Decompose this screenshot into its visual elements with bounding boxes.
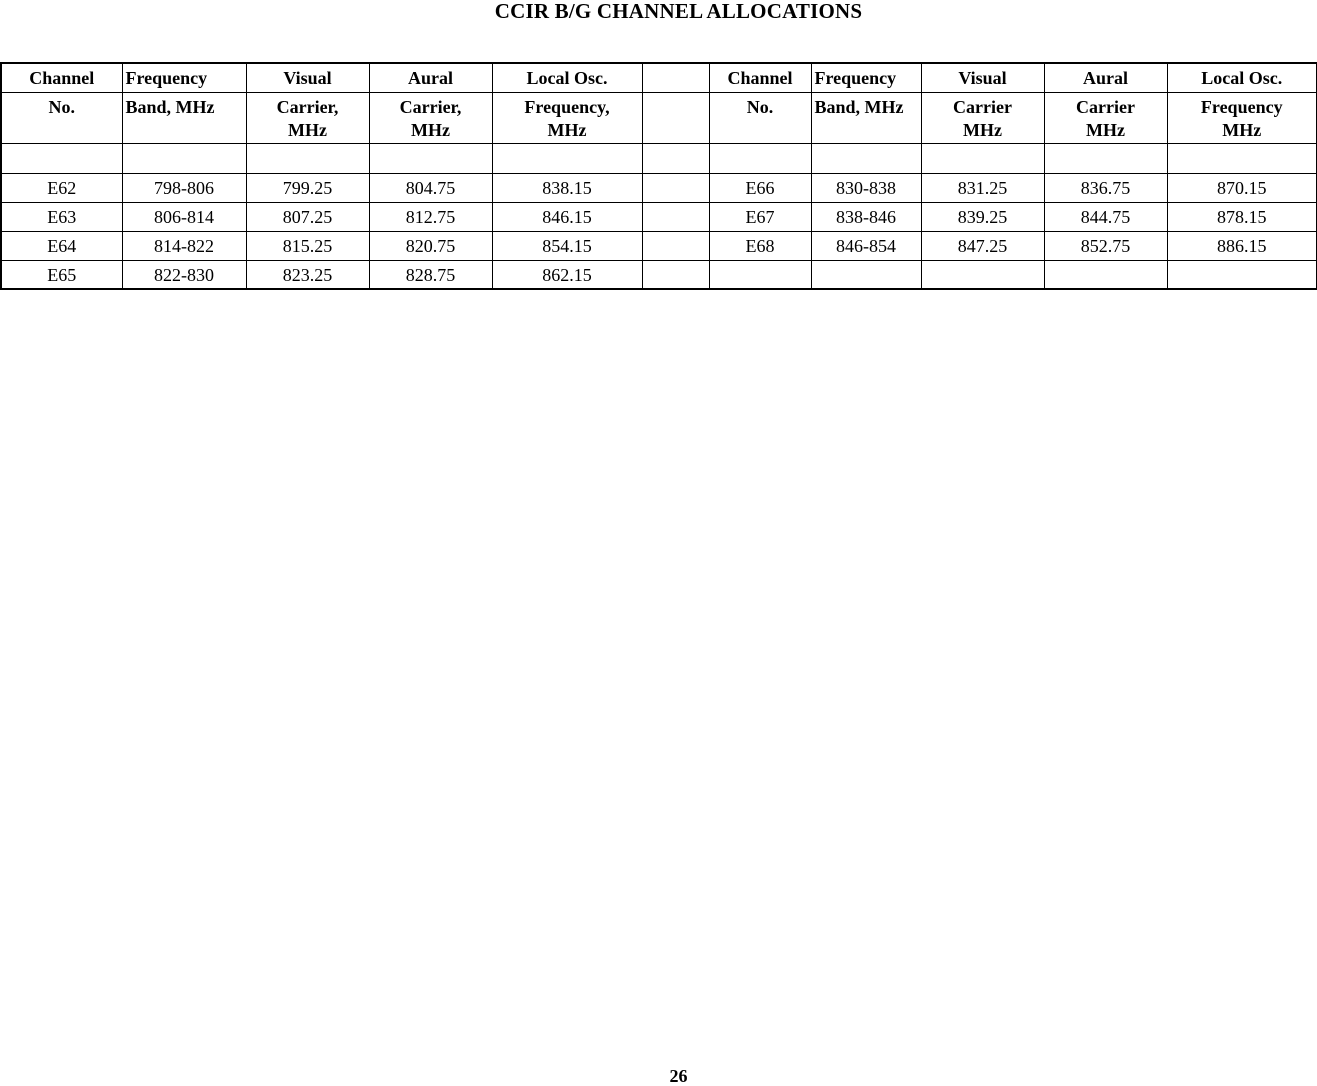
table-cell: 831.25 bbox=[921, 173, 1044, 202]
table-cell: E67 bbox=[709, 202, 811, 231]
table-row bbox=[1, 173, 1317, 202]
table-cell bbox=[811, 260, 921, 289]
header-cell: Frequency bbox=[122, 63, 246, 92]
header-cell: Channel bbox=[1, 63, 122, 92]
table-cell: E68 bbox=[709, 231, 811, 260]
table-cell: E65 bbox=[1, 260, 122, 289]
header-cell: Frequency MHz bbox=[1167, 92, 1317, 143]
channel-allocation-table bbox=[0, 62, 1317, 290]
table-cell bbox=[1167, 260, 1317, 289]
table-cell: 804.75 bbox=[369, 173, 492, 202]
header-row-2 bbox=[1, 92, 1317, 143]
table-cell: 870.15 bbox=[1167, 173, 1317, 202]
spacer-cell bbox=[642, 63, 709, 92]
table-cell: 807.25 bbox=[246, 202, 369, 231]
table-cell: 878.15 bbox=[1167, 202, 1317, 231]
table-row bbox=[1, 260, 1317, 289]
table-cell: 844.75 bbox=[1044, 202, 1167, 231]
page-number: 26 bbox=[669, 1066, 688, 1086]
table-cell: 847.25 bbox=[921, 231, 1044, 260]
header-cell: Band, MHz bbox=[811, 92, 921, 143]
table-cell: 846-854 bbox=[811, 231, 921, 260]
spacer-cell bbox=[642, 260, 709, 289]
table-cell: 806-814 bbox=[122, 202, 246, 231]
header-cell: Aural bbox=[1044, 63, 1167, 92]
header-cell: Aural bbox=[369, 63, 492, 92]
table-cell: 820.75 bbox=[369, 231, 492, 260]
header-cell: Visual bbox=[246, 63, 369, 92]
table-cell bbox=[1044, 260, 1167, 289]
page-title: CCIR B/G CHANNEL ALLOCATIONS bbox=[494, 0, 863, 23]
table-cell: E63 bbox=[1, 202, 122, 231]
table-cell: E62 bbox=[1, 173, 122, 202]
table-cell bbox=[709, 260, 811, 289]
table-cell: 838.15 bbox=[492, 173, 642, 202]
header-cell: Carrier MHz bbox=[1044, 92, 1167, 143]
header-cell: No. bbox=[1, 92, 122, 143]
header-cell: No. bbox=[709, 92, 811, 143]
header-cell: Visual bbox=[921, 63, 1044, 92]
header-cell: Local Osc. bbox=[1167, 63, 1317, 92]
spacer-cell bbox=[642, 202, 709, 231]
table-cell: 852.75 bbox=[1044, 231, 1167, 260]
table-cell: 799.25 bbox=[246, 173, 369, 202]
table-cell: 830-838 bbox=[811, 173, 921, 202]
header-cell: Carrier, MHz bbox=[369, 92, 492, 143]
table-cell: 839.25 bbox=[921, 202, 1044, 231]
header-cell: Band, MHz bbox=[122, 92, 246, 143]
table-cell bbox=[921, 260, 1044, 289]
table-cell: 828.75 bbox=[369, 260, 492, 289]
table-cell: 823.25 bbox=[246, 260, 369, 289]
table-cell: E66 bbox=[709, 173, 811, 202]
blank-row bbox=[1, 143, 1317, 173]
table-cell: 812.75 bbox=[369, 202, 492, 231]
spacer-cell bbox=[642, 92, 709, 143]
table-cell: 815.25 bbox=[246, 231, 369, 260]
header-cell: Local Osc. bbox=[492, 63, 642, 92]
table-cell: E64 bbox=[1, 231, 122, 260]
header-cell: Frequency bbox=[811, 63, 921, 92]
table-cell: 798-806 bbox=[122, 173, 246, 202]
header-row-1 bbox=[1, 63, 1317, 92]
table-cell: 814-822 bbox=[122, 231, 246, 260]
table-cell: 822-830 bbox=[122, 260, 246, 289]
table-cell: 862.15 bbox=[492, 260, 642, 289]
table-cell: 836.75 bbox=[1044, 173, 1167, 202]
table-cell: 846.15 bbox=[492, 202, 642, 231]
header-cell: Frequency, MHz bbox=[492, 92, 642, 143]
header-cell: Carrier MHz bbox=[921, 92, 1044, 143]
spacer-cell bbox=[642, 173, 709, 202]
table-row bbox=[1, 231, 1317, 260]
header-cell: Channel bbox=[709, 63, 811, 92]
table-row bbox=[1, 202, 1317, 231]
spacer-cell bbox=[642, 231, 709, 260]
table-cell: 886.15 bbox=[1167, 231, 1317, 260]
table-cell: 838-846 bbox=[811, 202, 921, 231]
header-cell: Carrier, MHz bbox=[246, 92, 369, 143]
table-cell: 854.15 bbox=[492, 231, 642, 260]
